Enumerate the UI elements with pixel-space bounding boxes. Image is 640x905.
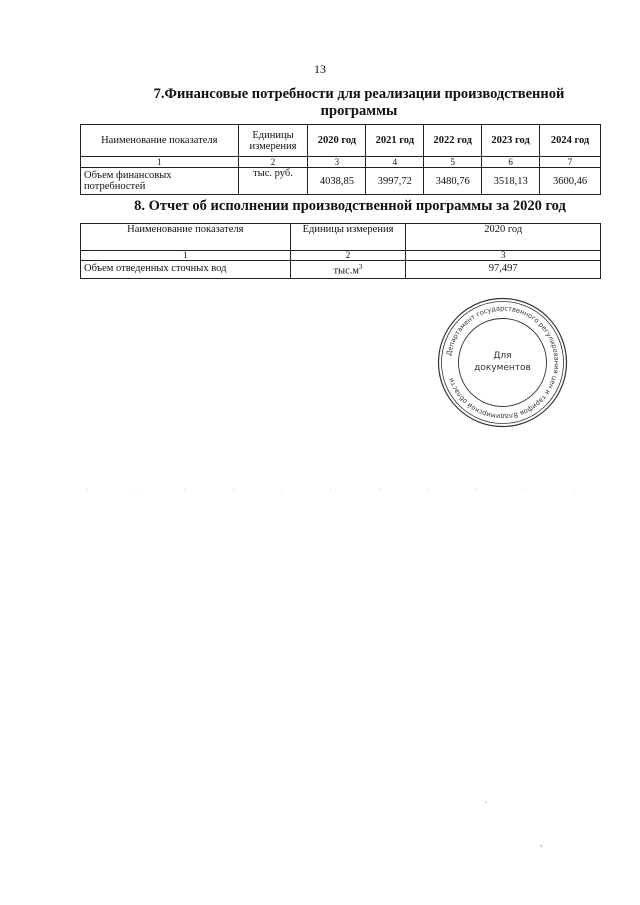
value-cell: 97,497 (406, 261, 601, 279)
scan-mark: · (484, 798, 488, 809)
section-7-title: 7.Финансовые потребности для реализации производственной программы (153, 86, 565, 119)
header-cell: 2021 год (366, 125, 424, 157)
value-cell: 3997,72 (366, 168, 424, 195)
scan-specks: · · · · · · · · · · · (86, 486, 598, 495)
header-cell: Наименование показателя (81, 125, 239, 157)
header-cell: Единицы измерения (238, 125, 308, 157)
header-cell: Единицы измерения (290, 224, 406, 251)
value-cell: 4038,85 (308, 168, 366, 195)
column-number: 1 (81, 157, 239, 168)
unit-superscript: 3 (359, 263, 363, 271)
stamp-center-line-2: документов (474, 363, 531, 373)
header-cell: 2020 год (406, 224, 601, 251)
column-number-row (81, 251, 601, 261)
table-header-row (81, 224, 601, 251)
program-report-table (80, 223, 601, 279)
table-row (81, 261, 601, 279)
row-unit (290, 261, 406, 279)
unit-text: тыс.м (333, 265, 360, 277)
official-stamp (436, 296, 569, 429)
column-number: 3 (308, 157, 366, 168)
value-cell: 3518,13 (482, 168, 540, 195)
row-unit: тыс. руб. (238, 168, 308, 195)
header-cell: 2024 год (540, 125, 601, 157)
column-number: 2 (290, 251, 406, 261)
column-number: 1 (81, 251, 291, 261)
column-number: 5 (424, 157, 482, 168)
financial-needs-table (80, 124, 601, 195)
table-row (81, 168, 601, 195)
row-name: Объем отведенных сточных вод (81, 261, 291, 279)
stamp-outer-text: Департамент государственного регулирования цен и тарифов Владимирской области (444, 304, 561, 421)
scan-mark: , (540, 838, 543, 849)
column-number: 3 (406, 251, 601, 261)
page-number: 13 (314, 62, 326, 76)
column-number: 2 (238, 157, 308, 168)
row-name: Объем финансовых потребностей (81, 168, 239, 195)
header-cell: 2022 год (424, 125, 482, 157)
section-8-title: 8. Отчет об исполнении производственной программы за 2020 год (134, 198, 566, 214)
column-number: 7 (540, 157, 601, 168)
header-cell: Наименование показателя (81, 224, 291, 251)
table-header-row (81, 125, 601, 157)
column-number-row (81, 157, 601, 168)
stamp-center-line-1: Для (493, 351, 512, 361)
value-cell: 3600,46 (540, 168, 601, 195)
header-cell: 2020 год (308, 125, 366, 157)
column-number: 6 (482, 157, 540, 168)
value-cell: 3480,76 (424, 168, 482, 195)
column-number: 4 (366, 157, 424, 168)
header-cell: 2023 год (482, 125, 540, 157)
